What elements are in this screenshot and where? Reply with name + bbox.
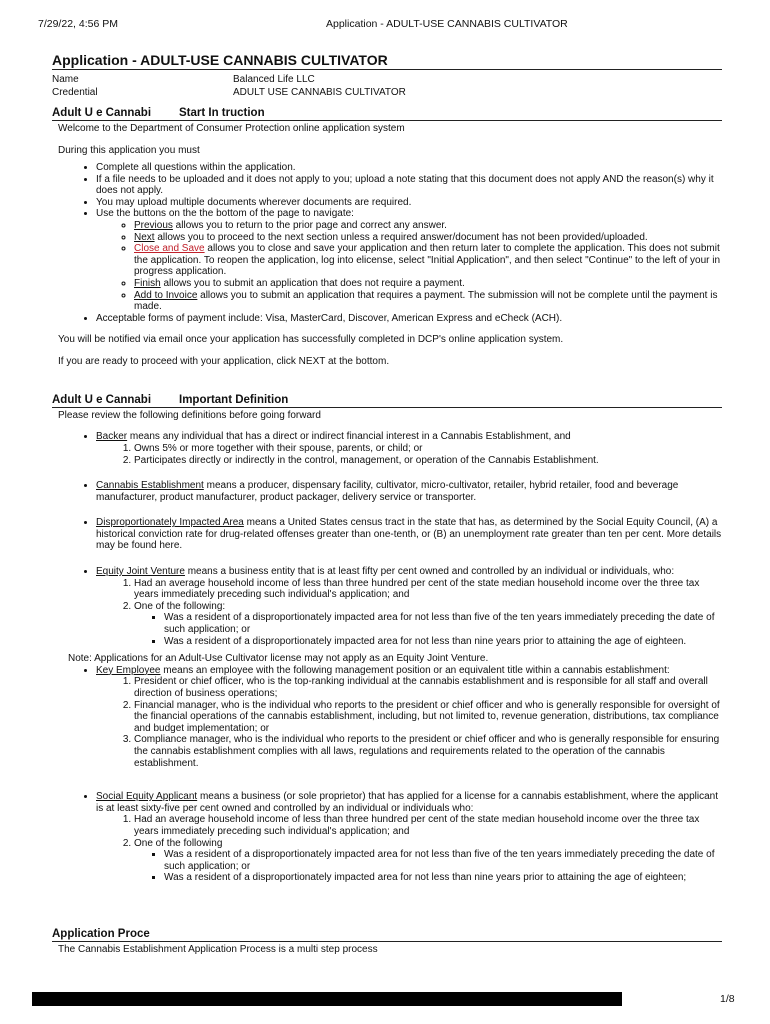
notified-text: You will be notified via email once your application has successfully completed in DCP's online application system. <box>58 334 564 346</box>
list-item: • You may upload multiple documents wherever documents are required. <box>96 197 722 209</box>
list-item: 1. Had an average household income of less than three hundred per cent of the state median household income over the three tax years immediately preceding such individual's application; and <box>134 814 722 837</box>
term-label: Backer <box>96 431 128 443</box>
instruction-list <box>52 162 722 324</box>
summary-value: Balanced Life LLC <box>233 74 315 85</box>
definition-disproportionately-impacted-area: • Disproportionately Impacted Area means a United States census tract in the state that has, as determined by the Social Equity Council, (A) a historical conviction rate for drug-related offenses greater than one-tenth, or (B) an unemployment rate greater than ten per cent. More details may be found here. <box>96 517 722 566</box>
list-item: ◦ Finish allows you to submit an application that does not require a payment. <box>134 278 722 290</box>
welcome-text: Welcome to the Department of Consumer Protection online application system <box>58 123 405 134</box>
list-item: ◦ Next allows you to proceed to the next section unless a required answer/document has not been provided/uploaded. <box>134 232 722 244</box>
definition-key-employee: • Key Employee means an employee with the following management position or an equivalent title within a cannabis establishment: 1. President or chief officer, who is the top-ranking individual at the cannabis establishment and is responsible for all staff and overall direction of business operations; 2. Financial manager, who is the individual who reports to the president or chief officer and who is generally responsible for oversight of the financial operations of the cannabis establishment, including, but not limited to, revenue generation, distributions, tax compliance and budget implementation; or 3. Compliance manager, who is the individual who reports to the president or chief officer and who is generally responsible for ensuring the cannabis establishment complies with all laws, regulations and requirements related to the operation of the cannabis establishment. <box>96 665 722 791</box>
summary-value: ADULT USE CANNABIS CULTIVATOR <box>233 87 406 98</box>
add-to-invoice-link[interactable]: Add to Invoice <box>134 289 198 301</box>
list-item: ▪ Was a resident of a disproportionately impacted area for not less than five of the ten years immediately preceding the date of such application; or <box>164 849 722 872</box>
list-item: ▪ Was a resident of a disproportionately impacted area for not less than nine years prior to attaining the age of eighteen. <box>164 636 722 648</box>
list-item: ◦ Close and Save allows you to close and save your application and then return later to complete the application. This does not submit the application. To reopen the application, log into elicense, select "Initial Application", and then select "Continue" to the left of your in progress application. <box>134 243 722 278</box>
next-link[interactable]: Next <box>134 231 155 243</box>
term-label: Key Employee <box>96 664 161 676</box>
list-item: 3. Compliance manager, who is the individual who reports to the president or chief officer and who is generally responsible for ensuring the cannabis establishment complies with all laws, regulations and requirements related to the operation of the cannabis establishment. <box>134 734 722 769</box>
summary-label: Credential <box>52 87 98 98</box>
list-item: 2. Financial manager, who is the individual who reports to the president or chief officer and who is generally responsible for oversight of the financial operations of the cannabis establishment, including, but not limited to, revenue generation, distributions, tax compliance and budget implementation; or <box>134 700 722 735</box>
during-text: During this application you must <box>58 145 200 156</box>
section-heading-start: Adult U e Cannabi Start In truction <box>52 107 722 121</box>
close-and-save-link[interactable]: Close and Save <box>134 243 205 255</box>
term-label: Disproportionately Impacted Area <box>96 517 244 529</box>
list-item: 1. Owns 5% or more together with their spouse, parents, or child; or <box>134 443 722 455</box>
list-item: 1. President or chief officer, who is the top-ranking individual at the cannabis establishment and is responsible for all staff and overall direction of business operations; <box>134 676 722 699</box>
square-list <box>134 849 722 884</box>
list-item: 2. One of the following ▪ Was a resident of a disproportionately impacted area for not less than five of the ten years immediately preceding the date of such application; or ▪ Was a resident of a disproportionately impacted area for not less than nine years prior to attaining the age of eighteen; <box>134 838 722 884</box>
definition-equity-joint-venture: • Equity Joint Venture means a business entity that is at least fifty per cent owned and controlled by an individual or individuals, who: 1. Had an average household income of less than three hundred per cent of the state median household income over the three tax years immediately preceding such individual's application; and 2. One of the following: ▪ Was a resident of a disproportionately impacted area for not less than five of the ten years immediately preceding the date of such application; or ▪ Was a resident of a disproportionately impacted area for not less than nine years prior to attaining the age of eighteen. <box>96 566 722 647</box>
list-item: ▪ Was a resident of a disproportionately impacted area for not less than five of the ten years immediately preceding the date of such application; or <box>164 612 722 635</box>
term-label: Equity Joint Venture <box>96 566 185 578</box>
list-item: ◦ Add to Invoice allows you to submit an application that requires a payment. The submission will not be complete until the payment is made. <box>134 290 722 313</box>
list-item: 2. One of the following: ▪ Was a resident of a disproportionately impacted area for not less than five of the ten years immediately preceding the date of such application; or ▪ Was a resident of a disproportionately impacted area for not less than nine years prior to attaining the age of eighteen. <box>134 601 722 647</box>
numbered-list <box>96 578 722 648</box>
list-item: • Use the buttons on the the bottom of the page to navigate: ◦ Previous allows you to return to the prior page and correct any answer. ◦ Next allows you to proceed to the next section unless a required answer/document has not been provided/uploaded. ◦ Close and Save allows you to close and save your application and then return later to complete the application. This does not submit the application. To reopen the application, log into elicense, select "Initial Application", and then select "Continue" to the left of your in progress application. ◦ Finish allows you to submit an application that does not require a payment. ◦ Add to Invoice allows you to submit an application that requires a payment. The submission will not be complete until the payment is made. <box>96 208 722 312</box>
print-date: 7/29/22, 4:56 PM <box>38 18 118 30</box>
list-item: ◦ Previous allows you to return to the prior page and correct any answer. <box>134 220 722 232</box>
ejv-note: Note: Applications for an Adult-Use Cultivator license may not apply as an Equity Joint Venture. <box>68 653 489 665</box>
summary-label: Name <box>52 74 79 85</box>
redaction-bar <box>32 992 622 1006</box>
finish-link[interactable]: Finish <box>134 277 161 289</box>
previous-link[interactable]: Previous <box>134 219 173 231</box>
section-heading-definitions: Adult U e Cannabi Important Definition <box>52 394 722 408</box>
definition-social-equity-applicant: • Social Equity Applicant means a business (or sole proprietor) that has applied for a license for a cannabis establishment, where the applicant is at least sixty-five per cent owned and controlled by an individual or individuals who: 1. Had an average household income of less than three hundred per cent of the state median household income over the three tax years immediately preceding such individual's application; and 2. One of the following ▪ Was a resident of a disproportionately impacted area for not less than five of the ten years immediately preceding the date of such application; or ▪ Was a resident of a disproportionately impacted area for not less than nine years prior to attaining the age of eighteen; <box>96 791 722 884</box>
numbered-list <box>96 676 722 769</box>
definitions-intro: Please review the following definitions before going forward <box>58 410 321 422</box>
print-page-title: Application - ADULT-USE CANNABIS CULTIVATOR <box>326 18 568 30</box>
process-text: The Cannabis Establishment Application Process is a multi step process <box>58 943 378 955</box>
list-item: • Complete all questions within the application. <box>96 162 722 174</box>
list-item: 1. Had an average household income of less than three hundred per cent of the state median household income over the three tax years immediately preceding such individual's application; and <box>134 578 722 601</box>
term-label: Cannabis Establishment <box>96 480 204 492</box>
numbered-list <box>96 443 722 466</box>
list-item: ▪ Was a resident of a disproportionately impacted area for not less than nine years prior to attaining the age of eighteen; <box>164 872 722 884</box>
list-item: 2. Participates directly or indirectly in the control, management, or operation of the Cannabis Establishment. <box>134 455 722 467</box>
summary-row-credential <box>52 86 722 99</box>
document-title: Application - ADULT-USE CANNABIS CULTIVATOR <box>52 52 722 70</box>
definition-list-continued <box>52 665 722 884</box>
section-heading-process: Application Proce <box>52 928 722 942</box>
definition-list <box>52 431 722 647</box>
definition-backer: • Backer means any individual that has a direct or indirect financial interest in a Cannabis Establishment, and 1. Owns 5% or more together with their spouse, parents, or child; or 2. Participates directly or indirectly in the control, management, or operation of the Cannabis Establishment. <box>96 431 722 480</box>
ready-text: If you are ready to proceed with your application, click NEXT at the bottom. <box>58 356 390 368</box>
nav-button-list <box>96 220 722 313</box>
term-label: Social Equity Applicant <box>96 791 198 803</box>
document-body <box>52 52 722 956</box>
definition-cannabis-establishment: • Cannabis Establishment means a producer, dispensary facility, cultivator, micro-cultivator, retailer, hybrid retailer, food and beverage manufacturer, product manufacturer, product packager, delivery service or transporter. <box>96 480 722 517</box>
numbered-list <box>96 814 722 884</box>
summary-row-name <box>52 73 722 86</box>
list-item: • Acceptable forms of payment include: Visa, MasterCard, Discover, American Express and eCheck (ACH). <box>96 313 722 325</box>
square-list <box>134 612 722 647</box>
list-item: • If a file needs to be uploaded and it does not apply to you; upload a note stating that this document does not apply AND the reason(s) why it does not apply. <box>96 174 722 197</box>
page-number: 1/8 <box>720 993 735 1005</box>
